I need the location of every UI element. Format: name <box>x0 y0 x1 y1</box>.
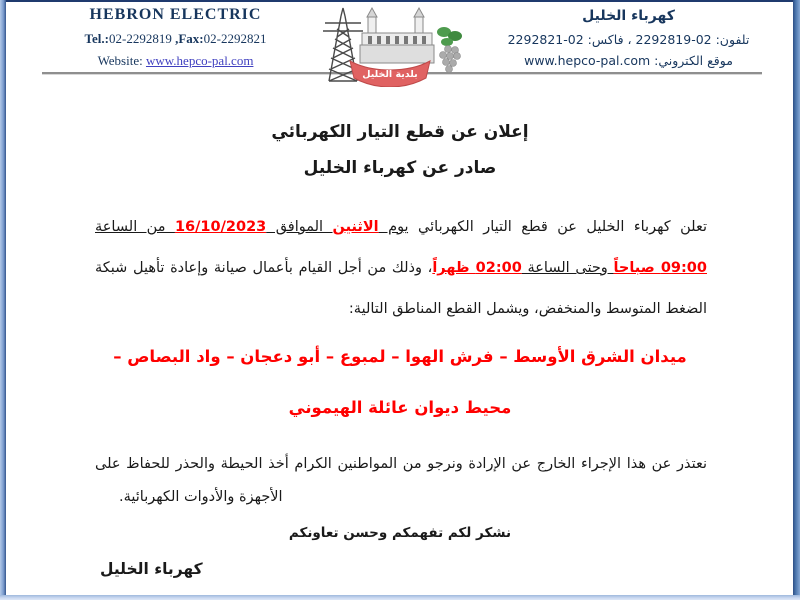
website-line-english <box>38 53 313 69</box>
window-border-top <box>0 0 800 2</box>
company-name-english: HEBRON ELECTRIC <box>89 6 262 23</box>
affected-areas-line-2: محيط ديوان عائلة الهيموني <box>288 398 512 417</box>
website-line-arabic <box>486 53 771 68</box>
website-url-arabic: www.hepco-pal.com <box>524 53 651 68</box>
old-city-building-icon <box>360 8 434 63</box>
affected-areas-line-1: ميدان الشرق الأوسط – فرش الهوا – لمبوع – أبو دعجان – واد البصاص – <box>113 347 687 366</box>
letterhead-english <box>38 6 313 69</box>
window-border-right <box>793 0 800 600</box>
ribbon-banner <box>350 61 430 87</box>
body-paragraph-line-1: تعلن كهرباء الخليل عن قطع التيار الكهربائي يوم الاثنين الموافق 16/10/2023 من الساعة <box>95 219 707 235</box>
municipality-logo <box>316 3 464 87</box>
website-label-arabic: موقع الكتروني: <box>650 53 733 68</box>
window-border-left <box>0 0 6 600</box>
company-name-arabic: كهرباء الخليل <box>582 8 675 24</box>
apology-line-1: نعتذر عن هذا الإجراء الخارج عن الإرادة ونرجو من المواطنين الكرام أخذ الحيطة والحذر للحفاظ على <box>95 456 707 472</box>
phone-fax-line-arabic: تلفون: 02-2292819 ، فاكس: 02-2292821 <box>507 32 750 47</box>
letterhead-arabic <box>486 8 771 68</box>
website-link[interactable]: www.hepco-pal.com <box>145 53 254 68</box>
body-paragraph-line-3: الضغط المتوسط والمنخفض، ويشمل القطع المناطق التالية: <box>348 301 707 317</box>
window-border-bottom <box>0 595 800 600</box>
signature: كهرباء الخليل <box>100 560 203 578</box>
grapes-icon <box>437 27 462 73</box>
thanks-line: نشكر لكم تفهمكم وحسن تعاونكم <box>288 525 512 541</box>
announcement-subtitle: صادر عن كهرباء الخليل <box>303 158 497 178</box>
phone-fax-line-english: Tel.:02-2292819 ,Fax:02-2292821 <box>84 31 267 46</box>
website-label: Website: <box>97 53 146 68</box>
ribbon-text: بلدية الخليل <box>362 69 418 80</box>
announcement-title: إعلان عن قطع التيار الكهربائي <box>271 122 529 142</box>
apology-line-2: الأجهزة والأدوات الكهربائية. <box>119 489 283 505</box>
body-paragraph-line-2: 09:00 صباحاً وحتى الساعة 02:00 ظهراً، وذلك من أجل القيام بأعمال صيانة وإعادة تأهيل شبكة <box>95 260 707 276</box>
